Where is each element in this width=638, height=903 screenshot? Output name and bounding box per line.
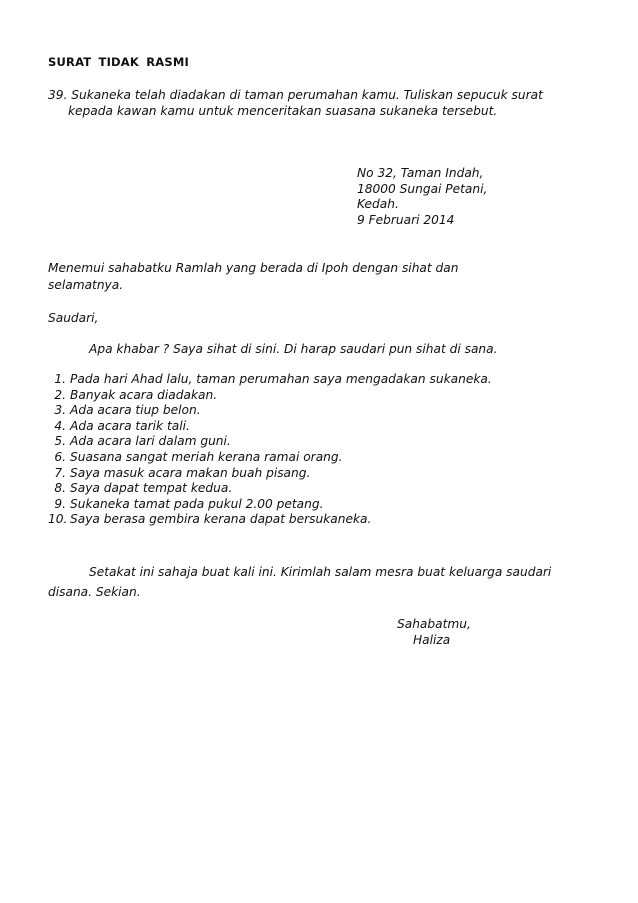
list-item-text: Ada acara lari dalam guni. xyxy=(70,434,231,449)
list-item-number: 6. xyxy=(54,449,66,464)
list-item xyxy=(48,372,492,388)
list-item-number: 9. xyxy=(54,496,66,511)
list-item xyxy=(48,434,492,450)
closing-line-2: disana. Sekian. xyxy=(48,585,141,599)
list-item-number: 4. xyxy=(54,418,66,433)
list-item-text: Ada acara tiup belon. xyxy=(70,403,201,418)
letter-greeting xyxy=(48,260,458,293)
list-item-number: 7. xyxy=(54,465,66,480)
question-line-1: 39. Sukaneka telah diadakan di taman perumahan kamu. Tuliskan sepucuk surat xyxy=(48,88,543,102)
signer-name: Haliza xyxy=(413,632,451,647)
list-item-text: Saya berasa gembira kerana dapat bersukaneka. xyxy=(70,512,372,527)
signoff-label: Sahabatmu, xyxy=(397,617,471,631)
content-points-list xyxy=(48,372,492,528)
sender-address xyxy=(357,166,487,229)
list-item-text: Suasana sangat meriah kerana ramai orang. xyxy=(70,449,343,464)
document-heading: SURAT TIDAK RASMI xyxy=(48,55,189,69)
list-item xyxy=(48,466,492,482)
letter-date: 9 Februari 2014 xyxy=(357,213,455,228)
list-item xyxy=(48,403,492,419)
list-item-text: Saya masuk acara makan buah pisang. xyxy=(70,465,311,480)
list-item xyxy=(48,450,492,466)
greeting-line-2: selamatnya. xyxy=(48,277,124,292)
address-line-3: Kedah. xyxy=(357,197,399,212)
list-item-text: Pada hari Ahad lalu, taman perumahan saya mengadakan sukaneka. xyxy=(70,372,492,386)
list-item-text: Sukaneka tamat pada pukul 2.00 petang. xyxy=(70,496,324,511)
opening-paragraph: Apa khabar ? Saya sihat di sini. Di harap saudari pun sihat di sana. xyxy=(89,342,498,356)
list-item-number: 8. xyxy=(54,481,66,496)
list-item-number: 2. xyxy=(54,387,66,402)
greeting-line-1: Menemui sahabatku Ramlah yang berada di Ipoh dengan sihat dan xyxy=(48,261,459,275)
closing-paragraph xyxy=(48,562,568,602)
list-item-text: Banyak acara diadakan. xyxy=(70,387,218,402)
list-item xyxy=(48,497,492,513)
salutation: Saudari, xyxy=(48,311,99,325)
list-item-number: 10. xyxy=(48,512,68,527)
address-line-2: 18000 Sungai Petani, xyxy=(357,181,488,196)
letter-signoff xyxy=(397,617,471,648)
list-item xyxy=(48,388,492,404)
list-item xyxy=(48,512,492,528)
list-item xyxy=(48,481,492,497)
list-item-number: 3. xyxy=(54,403,66,418)
list-item-text: Ada acara tarik tali. xyxy=(70,418,190,433)
question-line-2: kepada kawan kamu untuk menceritakan suasana sukaneka tersebut. xyxy=(68,103,498,118)
address-line-1: No 32, Taman Indah, xyxy=(357,166,484,180)
list-item-number: 5. xyxy=(54,434,66,449)
question-prompt xyxy=(48,88,543,119)
list-item-number: 1. xyxy=(54,372,66,386)
list-item-text: Saya dapat tempat kedua. xyxy=(70,481,233,496)
list-item xyxy=(48,419,492,435)
closing-line-1: Setakat ini sahaja buat kali ini. Kirimlah salam mesra buat keluarga saudari xyxy=(89,565,552,579)
